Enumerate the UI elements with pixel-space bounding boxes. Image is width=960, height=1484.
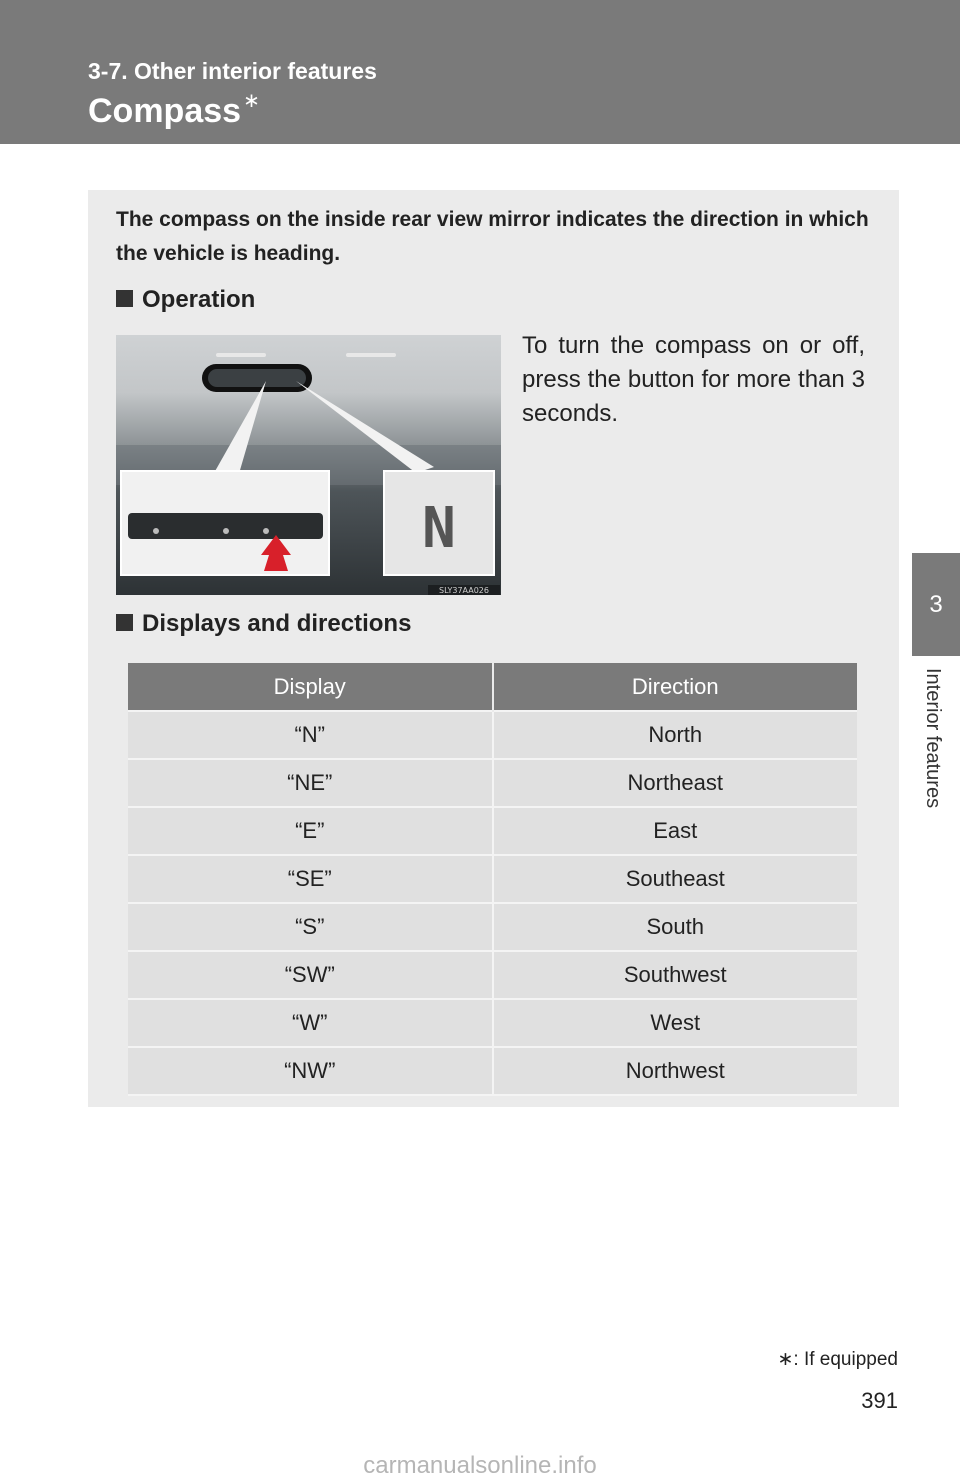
- display-cell: “NW”: [128, 1047, 493, 1095]
- chapter-label: Interior features: [922, 668, 944, 809]
- table-row: [128, 951, 857, 999]
- page-number: 391: [861, 1388, 898, 1413]
- display-cell: “S”: [128, 903, 493, 951]
- footnote: [777, 1348, 898, 1371]
- mirror-button: [153, 528, 159, 534]
- display-cell: “W”: [128, 999, 493, 1047]
- page-title-text: Compass: [88, 92, 242, 130]
- display-cell: “SW”: [128, 951, 493, 999]
- display-cell: “NE”: [128, 759, 493, 807]
- intro-text: The compass on the inside rear view mirror indicates the direction in which the vehicle is heading.: [116, 208, 869, 265]
- operation-heading: [116, 286, 255, 314]
- bullet-square-icon: [116, 614, 133, 631]
- bullet-square-icon: [116, 290, 133, 307]
- table-row: [128, 999, 857, 1047]
- direction-cell: Northeast: [493, 759, 858, 807]
- mirror-button: [263, 528, 269, 534]
- direction-cell: East: [493, 807, 858, 855]
- display-cell: “N”: [128, 711, 493, 759]
- page-header: [0, 0, 960, 144]
- mirror-glass: [208, 369, 306, 387]
- operation-heading-text: Operation: [142, 286, 256, 313]
- direction-cell: Southeast: [493, 855, 858, 903]
- mirror-illustration-svg: [116, 335, 501, 595]
- direction-cell: Northwest: [493, 1047, 858, 1095]
- page-title: [88, 92, 260, 131]
- direction-cell: North: [493, 711, 858, 759]
- table-row: [128, 903, 857, 951]
- compass-display-letter: N: [422, 496, 456, 561]
- column-header-direction: Direction: [493, 663, 858, 711]
- footnote-mark: ∗: [777, 1349, 794, 1370]
- headliner-light: [216, 353, 266, 357]
- table-row: [128, 711, 857, 759]
- footnote-text: : If equipped: [793, 1349, 898, 1370]
- display-cell: “SE”: [128, 855, 493, 903]
- table-row: [128, 807, 857, 855]
- column-header-display: Display: [128, 663, 493, 711]
- headliner-light: [346, 353, 396, 357]
- operation-text: To turn the compass on or off, press the button for more than 3 seconds.: [522, 332, 865, 427]
- mirror-button: [223, 528, 229, 534]
- section-label: 3-7. Other interior features: [88, 58, 377, 84]
- table-header-row: [128, 663, 857, 711]
- table-row: [128, 855, 857, 903]
- direction-cell: West: [493, 999, 858, 1047]
- if-equipped-mark: ∗: [243, 90, 260, 112]
- displays-heading: [116, 610, 411, 638]
- table-row: [128, 1047, 857, 1095]
- direction-cell: Southwest: [493, 951, 858, 999]
- mirror-bottom-edge: [128, 513, 323, 539]
- chapter-tab[interactable]: 3: [912, 553, 960, 656]
- image-code: SLY37AA026: [439, 586, 489, 595]
- mirror-illustration: [116, 335, 501, 595]
- display-cell: “E”: [128, 807, 493, 855]
- direction-cell: South: [493, 903, 858, 951]
- watermark[interactable]: carmanualsonline.info: [363, 1452, 597, 1479]
- directions-table: [128, 663, 857, 1096]
- displays-heading-text: Displays and directions: [142, 610, 412, 637]
- table-row: [128, 759, 857, 807]
